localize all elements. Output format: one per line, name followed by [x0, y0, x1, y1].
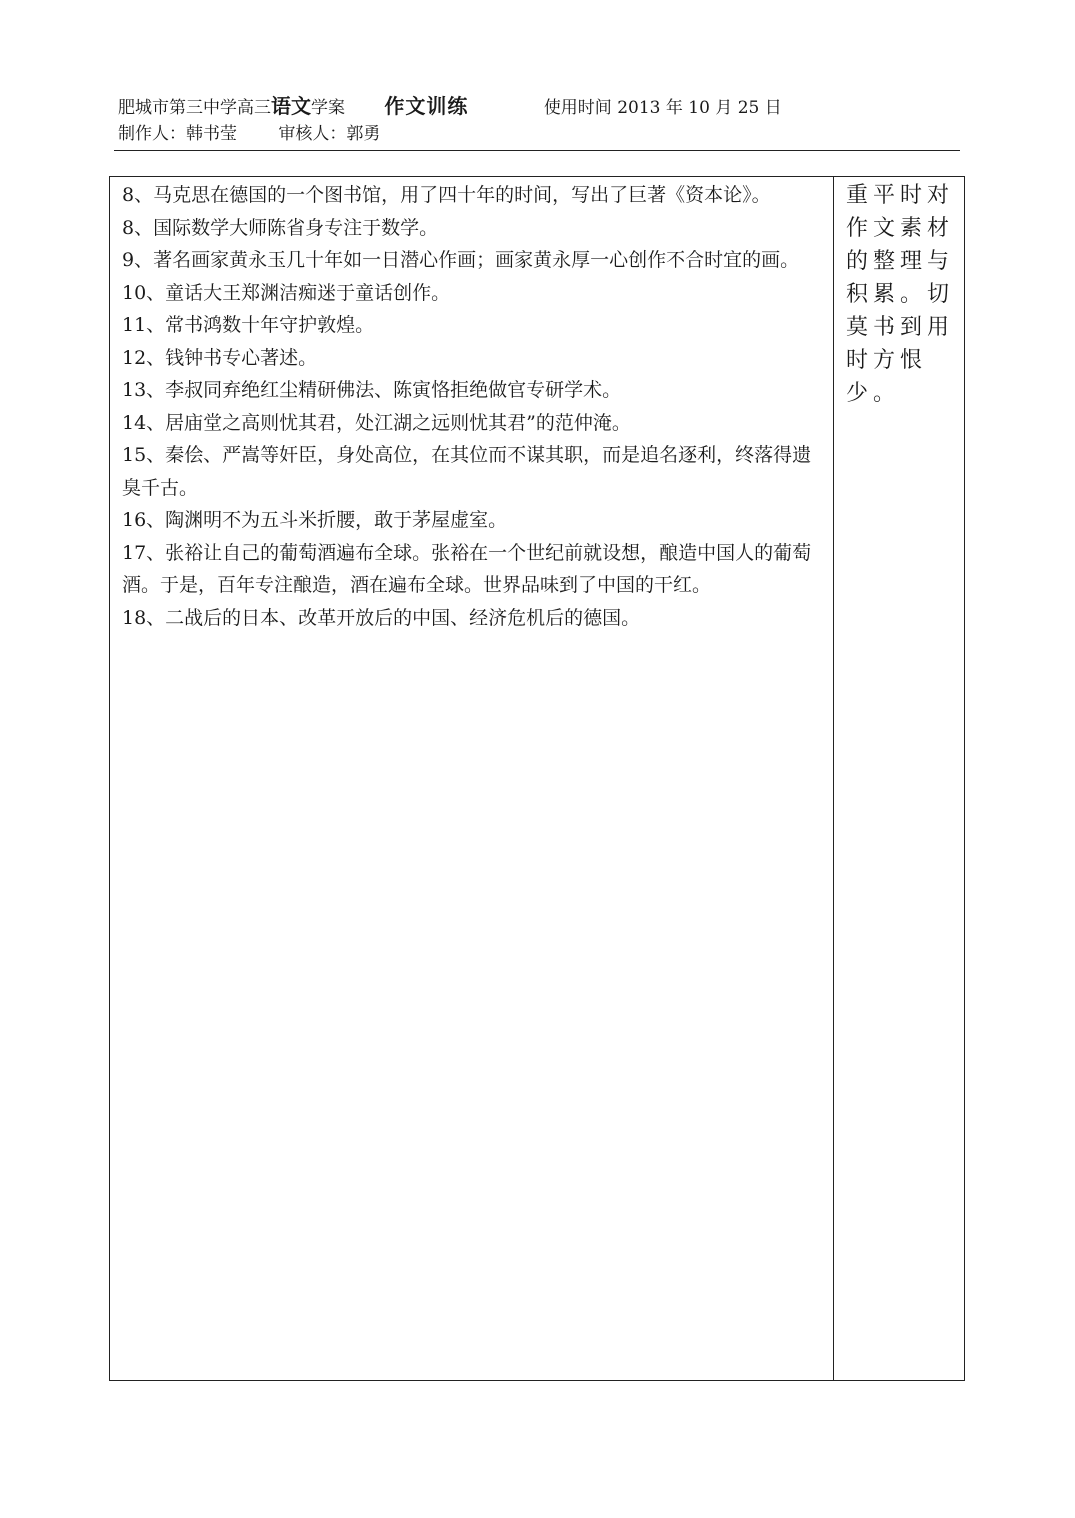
list-item: 10、童话大王郑渊洁痴迷于童话创作。 — [122, 281, 451, 304]
main-content-cell — [110, 177, 834, 1380]
list-item: 14、居庙堂之高则忧其君，处江湖之远则忧其君”的范仲淹。 — [122, 411, 631, 434]
content-table — [109, 176, 965, 1381]
subject-name: 语文 — [271, 94, 311, 118]
doc-type: 学案 — [311, 98, 345, 118]
school-name: 肥城市第三中学高三 — [118, 98, 271, 118]
author-credit: 制作人：韩书莹 — [118, 124, 237, 144]
side-note: 重平时对作文素材的整理与积累。切莫书到用时方恨少。 — [846, 183, 955, 406]
list-item: 11、常书鸿数十年守护敦煌。 — [122, 314, 375, 336]
list-item: 18、二战后的日本、改革开放后的中国、经济危机后的德国。 — [122, 606, 641, 629]
list-item: 13、李叔同弃绝红尘精研佛法、陈寅恪拒绝做官专研学术。 — [122, 379, 622, 401]
side-note-cell — [834, 177, 964, 1380]
document-title: 作文训练 — [384, 94, 469, 118]
list-item: 12、钱钟书专心著述。 — [122, 346, 318, 369]
header-rule — [114, 150, 960, 151]
reviewer-credit: 审核人：郭勇 — [278, 124, 381, 144]
document-header — [118, 92, 960, 148]
use-date: 使用时间 2013 年 10 月 25 日 — [543, 98, 782, 118]
header-line-1 — [118, 92, 960, 120]
list-item: 15、秦侩、严嵩等奸臣，身处高位，在其位而不谋其职，而是追名逐利，终落得遗臭千古。 — [122, 444, 812, 499]
list-item: 16、陶渊明不为五斗米折腰，敢于茅屋虚室。 — [122, 509, 508, 531]
list-item: 9、著名画家黄永玉几十年如一日潜心作画；画家黄永厚一心创作不合时宜的画。 — [122, 249, 800, 271]
list-item: 8、马克思在德国的一个图书馆，用了四十年的时间，写出了巨著《资本论》。 — [122, 184, 771, 206]
list-item: 8、国际数学大师陈省身专注于数学。 — [122, 216, 439, 239]
header-line-2 — [118, 120, 960, 148]
list-item: 17、张裕让自己的葡萄酒遍布全球。张裕在一个世纪前就设想，酿造中国人的葡萄酒。于是，百年专注酿造，酒在遍布全球。世界品味到了中国的干红。 — [122, 541, 812, 596]
